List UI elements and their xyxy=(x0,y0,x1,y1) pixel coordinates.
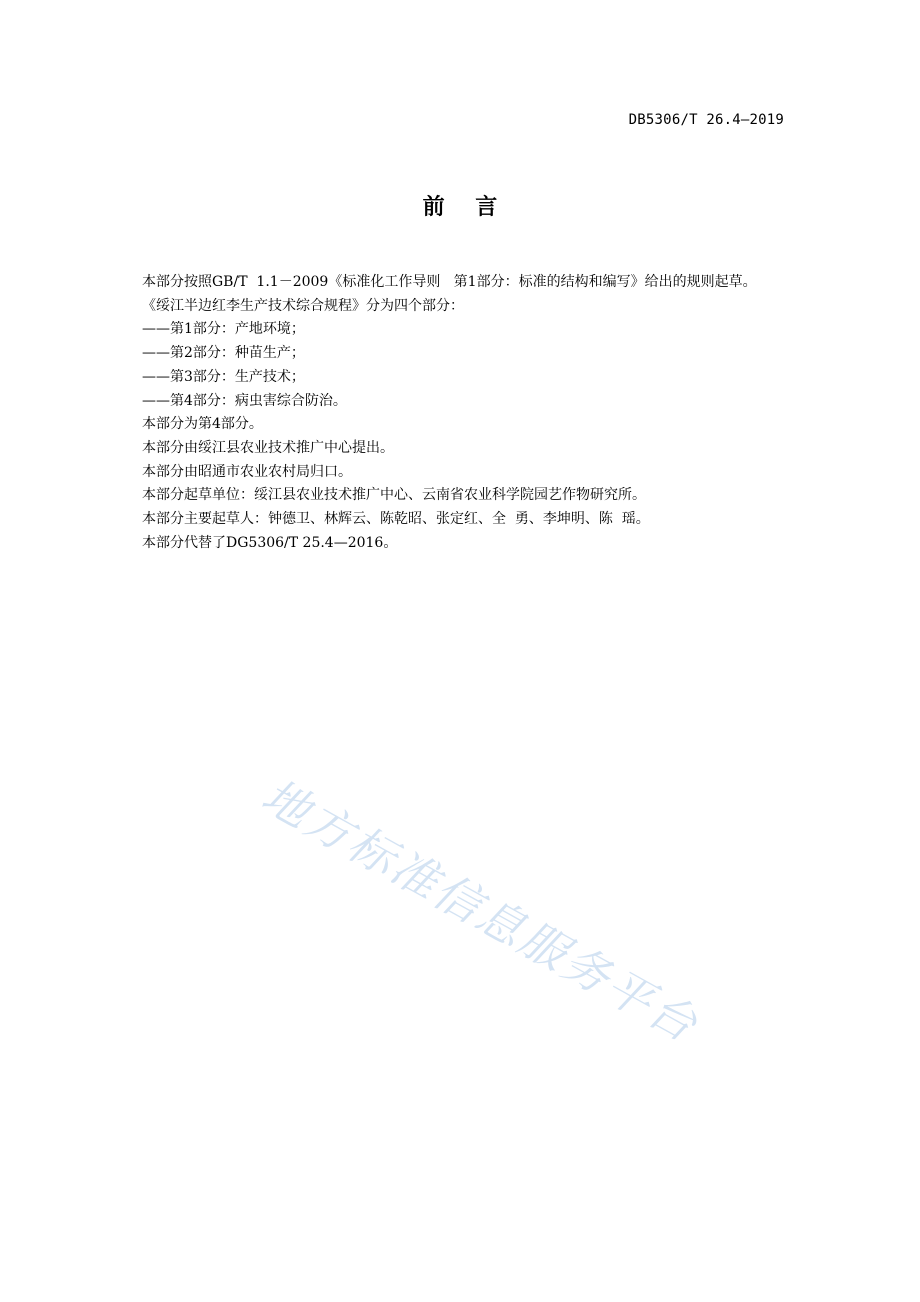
foreword-list-item: ——第4部分：病虫害综合防治。 xyxy=(142,392,347,409)
foreword-paragraph: 本部分由昭通市农业农村局归口。 xyxy=(142,463,352,480)
page-title: 前 言 xyxy=(422,195,498,220)
foreword-paragraph: 本部分代替了DG5306/T 25.4—2016。 xyxy=(142,534,398,551)
foreword-paragraph: 本部分按照GB/T 1.1－2009《标准化工作导则 第1部分：标准的结构和编写》给出的规则起草。 xyxy=(142,274,757,290)
foreword-list-item: ——第1部分：产地环境； xyxy=(142,321,305,338)
watermark: 地方标准信息服务平台 xyxy=(253,768,708,1054)
document-code: DB5306/T 26.4—2019 xyxy=(628,112,784,128)
foreword-list-item: ——第2部分：种苗生产； xyxy=(142,345,305,362)
foreword-paragraph: 《绥江半边红李生产技术综合规程》分为四个部分： xyxy=(142,297,464,314)
foreword-paragraph: 本部分主要起草人：钟德卫、林辉云、陈乾昭、张定红、全 勇、李坤明、陈 瑶。 xyxy=(142,511,650,528)
foreword-paragraph: 本部分为第4部分。 xyxy=(142,416,263,433)
foreword-paragraph: 本部分起草单位：绥江县农业技术推广中心、云南省农业科学院园艺作物研究所。 xyxy=(142,487,646,504)
foreword-list-item: ——第3部分：生产技术； xyxy=(142,368,305,385)
foreword-body xyxy=(142,271,862,555)
foreword-paragraph: 本部分由绥江县农业技术推广中心提出。 xyxy=(142,439,394,456)
